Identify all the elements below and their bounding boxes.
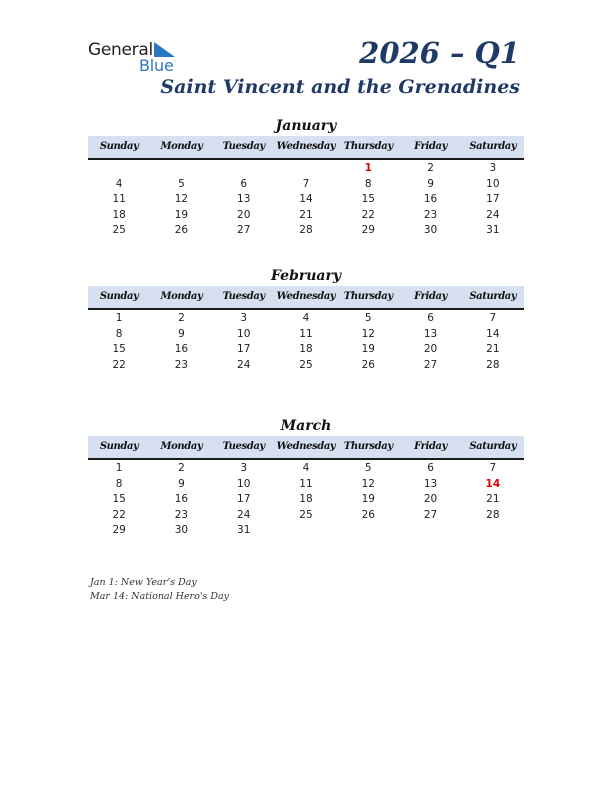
date-cell: 28: [299, 224, 313, 236]
date-cell: 24: [237, 358, 251, 371]
logo-text-blue: Blue: [139, 56, 174, 75]
week-row: [88, 311, 524, 327]
date-cell: 4: [302, 312, 310, 324]
date-cell: 17: [486, 193, 500, 205]
month-name: February: [270, 268, 341, 284]
date-cell: 25: [112, 224, 126, 236]
date-cell: 5: [364, 312, 372, 324]
date-cell: 19: [174, 208, 189, 221]
weekday-label: Wednesday: [276, 441, 336, 452]
date-cell: 10: [486, 177, 500, 190]
date-cell: 27: [423, 358, 438, 371]
date-cell: 11: [112, 193, 126, 205]
week-row: [88, 192, 524, 208]
date-cell: 11: [299, 327, 313, 340]
date-cell: 3: [240, 462, 248, 474]
weekday-label: Saturday: [469, 441, 517, 452]
date-cell: 23: [174, 508, 189, 521]
holiday-date-cell: 14: [485, 477, 501, 490]
date-cell: 24: [486, 208, 500, 221]
date-cell: 1: [115, 312, 123, 324]
weekday-label: Friday: [414, 291, 447, 302]
holiday-note: Mar 14: National Hero's Day: [90, 590, 229, 602]
date-cell: 6: [427, 462, 434, 474]
date-cell: 5: [364, 462, 372, 474]
date-cell: 12: [361, 327, 375, 340]
holiday-date-cell: 1: [364, 162, 372, 174]
date-cell: 3: [489, 162, 497, 174]
date-cell: 31: [237, 524, 251, 536]
date-cell: 8: [115, 327, 123, 340]
week-row: [88, 477, 524, 493]
date-cell: 12: [174, 193, 189, 205]
date-cell: 22: [361, 208, 375, 221]
weekday-label: Thursday: [343, 141, 393, 152]
date-cell: 23: [174, 358, 189, 371]
week-row: [88, 327, 524, 343]
weekday-label: Sunday: [99, 441, 139, 452]
date-cell: 16: [423, 193, 438, 205]
date-cell: 6: [427, 312, 434, 324]
date-cell: [88, 161, 150, 177]
week-row: [88, 492, 524, 508]
weekday-label: Monday: [160, 291, 203, 302]
generalblue-logo: [88, 40, 188, 76]
date-cell: 21: [299, 208, 313, 221]
date-cell: 29: [361, 224, 375, 236]
date-cell: 13: [237, 193, 251, 205]
date-cell: 7: [489, 462, 497, 474]
weekday-label: Thursday: [343, 291, 393, 302]
date-cell: 8: [364, 177, 372, 190]
weekday-label: Wednesday: [276, 291, 336, 302]
weekday-header-row: [88, 436, 524, 460]
month-name: January: [275, 118, 337, 134]
date-cell: [213, 161, 275, 177]
holiday-note: Jan 1: New Year’s Day: [90, 577, 197, 588]
week-row: [88, 358, 524, 374]
date-cell: 31: [486, 224, 500, 236]
date-cell: 9: [178, 327, 185, 340]
date-cell: 4: [115, 177, 123, 190]
date-cell: 27: [237, 224, 251, 236]
weekday-label: Friday: [414, 441, 447, 452]
date-cell: 9: [427, 177, 434, 190]
date-cell: [399, 523, 461, 539]
date-cell: [462, 523, 524, 539]
date-cell: 21: [486, 343, 500, 355]
date-cell: 3: [240, 312, 248, 324]
month-calendar-0: [88, 116, 524, 239]
weekday-label: Wednesday: [276, 141, 336, 152]
week-row: [88, 342, 524, 358]
date-cell: 20: [423, 343, 438, 355]
date-cell: 9: [178, 477, 185, 490]
date-cell: 15: [112, 343, 126, 355]
date-cell: 2: [178, 462, 185, 474]
week-row: [88, 508, 524, 524]
date-cell: 14: [486, 327, 500, 340]
date-cell: 10: [237, 477, 251, 490]
date-cell: 5: [178, 177, 185, 190]
month-calendar-1: [88, 266, 524, 373]
month-name: March: [280, 418, 332, 434]
date-cell: [337, 523, 399, 539]
date-cell: 27: [423, 508, 438, 521]
date-cell: 6: [240, 177, 248, 190]
date-cell: 21: [486, 493, 500, 505]
date-cell: 18: [112, 208, 126, 221]
weekday-header-row: [88, 136, 524, 160]
date-cell: 4: [302, 462, 310, 474]
date-cell: 23: [423, 208, 438, 221]
date-cell: 17: [237, 343, 251, 355]
date-cell: 2: [427, 162, 434, 174]
date-cell: 29: [112, 524, 126, 536]
date-cell: [275, 161, 337, 177]
weekday-label: Saturday: [469, 291, 517, 302]
weekday-label: Sunday: [99, 141, 139, 152]
weekday-label: Monday: [160, 441, 203, 452]
date-cell: 24: [237, 508, 251, 521]
logo-text-general: General: [88, 40, 153, 60]
date-cell: 19: [361, 343, 375, 355]
date-cell: 15: [361, 193, 375, 205]
date-cell: 30: [174, 524, 189, 536]
weekday-label: Sunday: [99, 291, 139, 302]
weekday-label: Thursday: [343, 441, 393, 452]
date-cell: 13: [423, 477, 438, 490]
date-cell: 18: [299, 343, 313, 355]
date-cell: 26: [361, 358, 375, 371]
date-cell: 7: [302, 177, 310, 190]
weekday-label: Monday: [160, 141, 203, 152]
weekday-label: Tuesday: [222, 291, 265, 302]
page-title: 2026 – Q1: [359, 36, 520, 70]
date-cell: 16: [174, 493, 189, 505]
date-cell: 2: [178, 312, 185, 324]
date-cell: 8: [115, 477, 123, 490]
date-cell: 12: [361, 477, 375, 490]
date-cell: 26: [174, 224, 189, 236]
date-cell: 25: [299, 358, 313, 371]
date-cell: 20: [423, 493, 438, 505]
date-cell: 10: [237, 327, 251, 340]
week-row: [88, 177, 524, 193]
date-cell: 17: [237, 493, 251, 505]
date-cell: [275, 523, 337, 539]
date-cell: [150, 161, 212, 177]
month-calendar-2: [88, 416, 524, 539]
date-cell: 20: [237, 208, 251, 221]
date-cell: 11: [299, 477, 313, 490]
date-cell: 22: [112, 508, 126, 521]
week-row: [88, 223, 524, 239]
date-cell: 22: [112, 358, 126, 371]
date-cell: 25: [299, 508, 313, 521]
date-cell: 26: [361, 508, 375, 521]
date-cell: 28: [486, 358, 500, 371]
weekday-label: Saturday: [469, 141, 517, 152]
week-row: [88, 461, 524, 477]
date-cell: 1: [115, 462, 123, 474]
weekday-label: Tuesday: [222, 441, 265, 452]
week-row: [88, 208, 524, 224]
date-cell: 18: [299, 493, 313, 505]
holiday-notes: [90, 576, 229, 603]
date-cell: 14: [299, 193, 313, 205]
date-cell: 15: [112, 493, 126, 505]
date-cell: 16: [174, 343, 189, 355]
weekday-header-row: [88, 286, 524, 310]
date-cell: 19: [361, 493, 375, 505]
date-cell: 13: [423, 327, 438, 340]
week-row: [88, 161, 524, 177]
date-cell: 7: [489, 312, 497, 324]
date-cell: 28: [486, 508, 500, 521]
page-subtitle: Saint Vincent and the Grenadines: [160, 76, 520, 98]
week-row: [88, 523, 524, 539]
date-cell: 30: [423, 224, 438, 236]
weekday-label: Friday: [414, 141, 447, 152]
weekday-label: Tuesday: [222, 141, 265, 152]
